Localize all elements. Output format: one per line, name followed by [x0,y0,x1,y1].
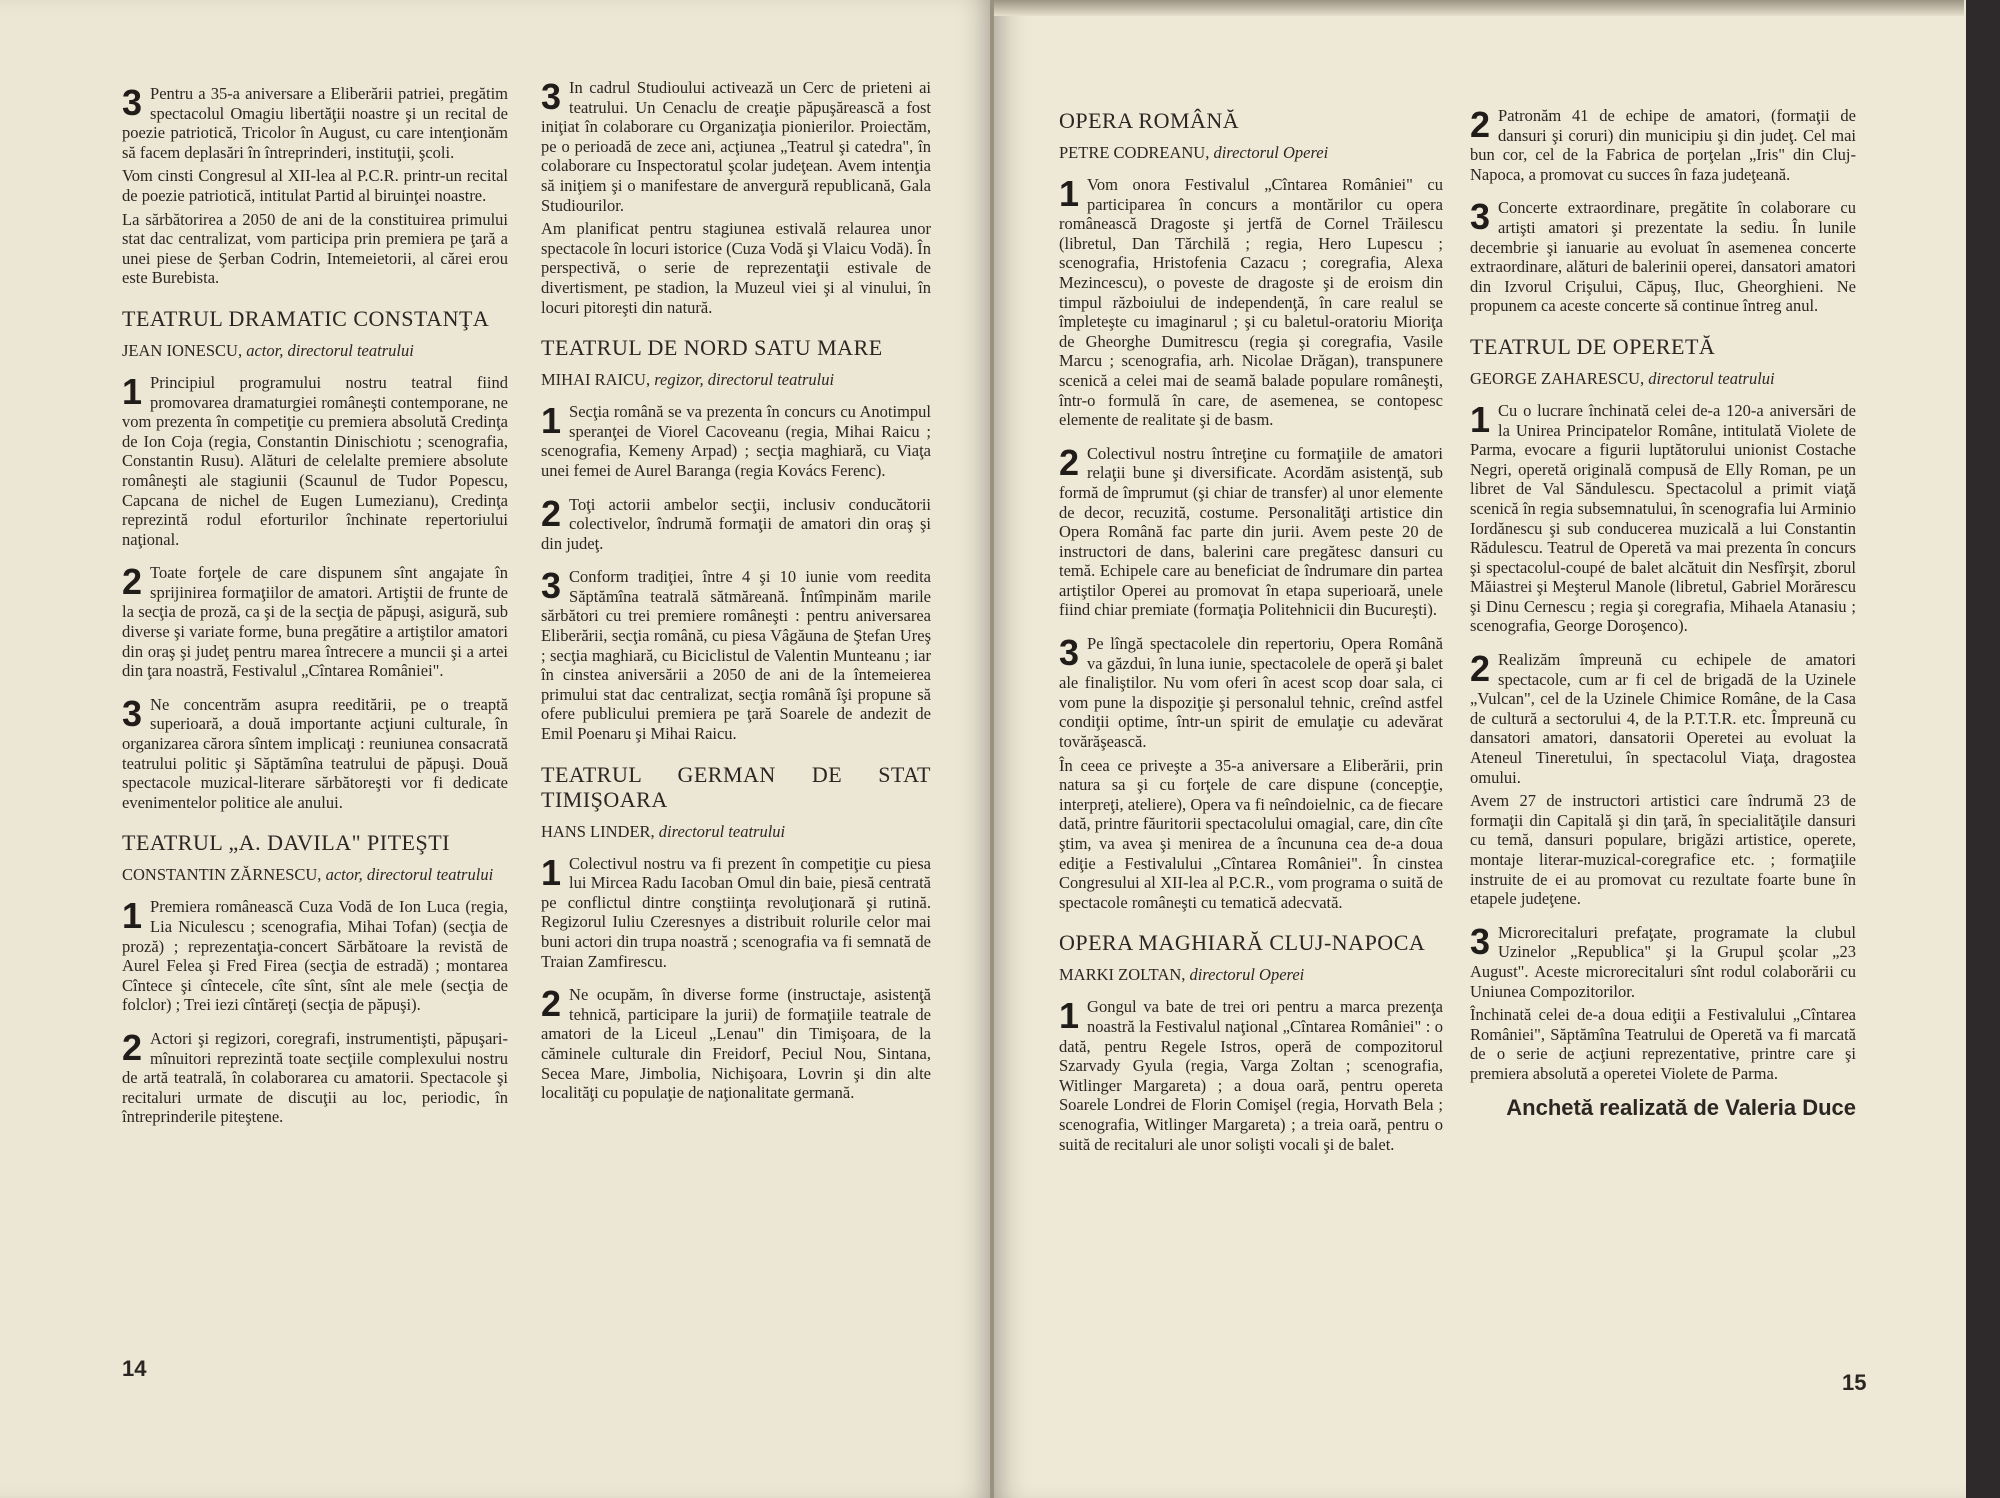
paragraph: Pentru a 35-a aniversare a Eliberării patriei, pregătim spectacolul Omagiu libertăţii noastre şi un recital de poezie patriotică, Tricolor în August, cu care intenţionăm să facem deplasări în întreprinderi, instituţii, şcoli. [122,84,508,162]
paragraph: Vom cinsti Congresul al XII-lea al P.C.R. printr-un recital de poezie patriotică, intitulat Partid al biruinţei noastre. [122,166,508,205]
list-item [1059,997,1443,1154]
page-number: 15 [1842,1370,1867,1395]
item-number: 3 [1470,196,1491,238]
paragraph: Am planificat pentru stagiunea estivală relaurea unor spectacole în locuri istorice (Cuza Vodă şi Vlaicu Vodă). În perspectivă, o serie de reprezentaţii estivale de divertisment, pe stadion, la Muzeul viei şi al vinului, în locuri pitoreşti din natură. [541,219,931,317]
item-number: 3 [1470,920,1491,962]
list-item [541,851,931,972]
section-title: OPERA MAGHIARĂ CLUJ-NAPOCA [1059,930,1426,956]
author-role: actor, directorul teatrului [325,865,494,885]
left-col-1 [122,84,508,1141]
list-item [1059,634,1443,912]
author-name: GEORGE ZAHARESCU, [1470,368,1645,388]
paragraph: Realizăm împreună cu echipele de amatori spectacole, cum ar fi cel de brigadă de la Uzinele „Vulcan", cel de la Uzinele Chimice Române, de la Casa de cultură a sectorului 4, de la P.T.T.R. etc. Împreună cu dansatori amatori, dansatorii Operetei au evoluat la Ateneul Tineretului, în spectacolul Viaţa, dragostea omului. [1470,650,1856,787]
author-role: directorul teatrului [658,821,786,841]
list-item [1470,398,1856,636]
left-page [0,0,992,1498]
section-title: TEATRUL DE OPERETĂ [1470,333,1716,359]
author-name: CONSTANTIN ZĂRNESCU, [122,865,322,885]
list-item [122,1026,508,1127]
page-number: 14 [122,1356,147,1381]
paragraph: La sărbătorirea a 2050 de ani de la constituirea primului stat dac centralizat, vom participa prin premiera pe ţară a unei piese de Şerban Codrin, Intemeietorii, al cărei erou este Burebista. [122,209,508,288]
section-title: TEATRUL „A. DAVILA" PITEŞTI [122,830,450,856]
item-number: 2 [541,492,562,534]
item-number: 2 [122,1026,143,1068]
list-item [541,985,931,1103]
section-title: TEATRUL GERMAN DE STAT TIMIŞOARA [541,761,931,812]
author-credit: Anchetă realizată de Valeria Duce [1506,1094,1856,1120]
paragraph: Ne ocupăm, în diverse forme (instructaje, asistenţă tehnică, participare la jurii) de formaţiile teatrale de amatori de la Liceul „Lenau" din Timişoara, de la căminele culturale din Freidorf, Peciul Nou, Sintana, Secea Mare, Jimbolia, Nichişoara, Lovrin şi din alte localităţi cu populaţie de naţionalitate germană. [541,985,931,1103]
section-title: TEATRUL DRAMATIC CONSTANŢA [122,305,490,331]
page-top-edge [994,0,1964,16]
paragraph: Avem 27 de instructori artistici care îndrumă 23 de formaţii din Capitală şi din ţară, în specialităţile dansuri cu temă, dansuri populare, brigăzi artistice, operete, montaje literar-muzical-coregrafice etc. ; formaţiile instruite de ei au promovat cu rezultate foarte bune în etapele judeţene. [1470,791,1856,909]
paragraph: Concerte extraordinare, pregătite în colaborare cu artişti amatori şi prezentate la sediu. În lunile decembrie şi ianuarie au evoluat în asemenea concerte extraordinare, alături de balerinii operei, dansatori amatori din Izvorul Crişului, Căpuş, Iluc, Gheorghieni. Ne propunem ca aceste concerte să continue întreg anul. [1470,198,1856,316]
right-page [994,0,1966,1498]
paragraph: Actori şi regizori, coregrafi, instrumentişti, păpuşari-mînuitori reprezintă toate secţiile complexului nostru de artă teatrală, în colaborarea cu amatorii. Spectacole şi recitaluri urmate de discuţii au loc, periodic, în întreprinderile piteştene. [122,1028,508,1127]
item-number: 2 [541,983,562,1025]
list-item [122,692,508,813]
paragraph: Gongul va bate de trei ori pentru a marca prezenţa noastră la Festivalul naţional „Cîntarea României" : o dată, pentru Regele Istros, operă de compozitorul Szarvady Gyula (regia, Varga Zoltan ; scenografia, Witlinger Margareta) ; a doua oară, pentru opereta Soarele Londrei de Florin Comişel (regia, Horvath Bela ; scenografia, Witlinger Margareta) ; a treia oară, pentru o suită de recitaluri ale unor solişti vocali şi de balet. [1059,997,1443,1154]
byline [1059,143,1443,163]
author-name: MIHAI RAICU, [541,370,651,390]
item-number: 1 [122,895,143,937]
item-number: 1 [1470,398,1491,440]
author-role: actor, directorul teatrului [246,340,414,360]
paragraph: Patronăm 41 de echipe de amatori, (formaţii de dansuri şi coruri) din municipiu şi din judeţ. Cel mai bun cor, cel de la Fabrica de porţelan „Iris" din Cluj-Napoca, a promovat cu succes în faza judeţeană. [1470,106,1856,184]
list-item [541,567,931,743]
list-item [1059,441,1443,620]
right-col-1 [1059,108,1443,1168]
item-number: 2 [1059,441,1080,483]
byline [1470,369,1856,389]
paragraph: Toate forţele de care dispunem sînt angajate în sprijinirea formaţiilor de amatori. Artiştii de frunte de la secţia de proză, ca şi de la secţia de păpuşi, asigură, sub diverse şi variate forme, buna pregătire a artiştilor amatori din oraş şi judeţ pentru marea întrecere a muncii şi a artei din ţara noastră, Festivalul „Cîntarea României". [122,563,508,681]
paragraph: Principiul programului nostru teatral fiind promovarea dramaturgiei româneşti contemporane, ne vom prezenta în competiţie cu premiera absolută Credinţa de Ion Coja (regia, Constantin Dinischiotu ; scenografia, Constantin Rusu). Alături de celelalte premiere absolute româneşti ale stagiunii (Scaunul de Tudor Popescu, Capcana de nichel de Eugen Lumezianu), Credinţa reprezintă rodul eforturilor închinate repertoriului naţional. [122,372,508,549]
list-item [1470,920,1856,1084]
author-name: PETRE CODREANU, [1059,143,1210,162]
item-number: 3 [1059,632,1080,674]
list-item [541,402,931,480]
paragraph: Premiera românească Cuza Vodă de Ion Luca (regia, Lia Niculescu ; scenografia, Mihai Tofan) (secţia de proză) ; reprezentaţia-concert Sărbătoare la revistă de Aurel Felea şi Fred Firea (secţia de estradă) ; montarea Cîntece şi cîntecele, cîte sînt, sînt ale mele (secţia de folclor) ; Trei iezi cîntăreţi (secţia de păpuşi). [122,897,508,1015]
byline [122,865,508,885]
list-item [1470,650,1856,909]
byline [1059,965,1443,985]
item-number: 2 [122,561,143,603]
author-role: regizor, directorul teatrului [654,370,835,390]
item-number: 1 [1059,995,1080,1037]
item-number: 3 [122,692,143,734]
paragraph: Colectivul nostru va fi prezent în competiţie cu piesa lui Mircea Radu Iacoban Omul din baie, piesă centrată pe conflictul dintre conştiinţa revoluţionară şi rutină. Regizorul Iuliu Czeresnyes a distribuit rolurile celor mai buni actori din trupa noastră ; scenografia va fi semnată de Traian Zamfirescu. [541,853,931,971]
byline [541,822,931,842]
author-role: directorul Operei [1213,143,1329,162]
paragraph: Pe lîngă spectacolele din repertoriu, Opera Română va găzdui, în luna iunie, spectacolele de operă şi balet ale finaliştilor. Nu vom oferi în acest scop doar sala, ci vom pune la dispoziţie şi personalul tehnic, creînd astfel condiţii optime, într-un spirit de emulaţie cu adevărat tovărăşească. [1059,634,1443,752]
item-number: 1 [541,400,562,442]
list-item [1059,175,1443,430]
paragraph: Cu o lucrare închinată celei de-a 120-a aniversări de la Unirea Principatelor Române, intitulată Violete de Parma, evocare a figurii luptătorului unionist Costache Negri, operetă originală compusă de Elly Roman, pe un libret de Val Săndulescu. Spectacolul a primit viaţă scenică în regia subsemnatului, în scenografia lui Arminio Iordănescu şi sub conducerea muzicală a lui Constantin Rădulescu. Teatrul de Operetă va mai prezenta în concurs şi spectacolul-coupé de balet alcătuit din Nesfîrşit, zborul Măiastrei şi Meşterul Manole (libretul, Gabriel Morărescu şi Dinu Cernescu ; regia şi coregrafia, Mihaela Atanasiu ; scenografia, George Doroşenco). [1470,400,1856,636]
item-number: 3 [541,565,562,607]
paragraph: În ceea ce priveşte a 35-a aniversare a Eliberării, prin natura sa şi cu forţele de care dispune (concepţie, interpreţi, ateliere), Opera va fi neîndoielnic, ca de fiecare dată, printre făuritorii spectacolului omagial, care, din cîte ştim, va avea şi menirea de a încununa cea de-a doua ediţie a Festivalului „Cîntarea României". În cinstea Congresului al XII-lea al P.C.R., vom programa o suită de spectacole româneşti cu tematică adecvată. [1059,755,1443,912]
paragraph: Vom onora Festivalul „Cîntarea României" cu participarea în concurs a montărilor cu opera românească Dragoste şi jertfă de Cornel Trăilescu (libretul, Dan Tărchilă ; regia, Hero Lupescu ; scenografia, Hristofenia Cazacu ; coregrafia, Alexa Mezincescu), o poveste de dragoste şi de eroism din timpul războiului de independenţă, în care realul se împleteşte cu imaginarul ; şi cu baletul-oratoriu Mioriţa de Gheorghe Dumitrescu (regia şi coregrafia, Vasile Marcu ; scenografia, arh. Nicolae Drăgan), transpunere scenică a celei mai de seamă balade populare româneşti, într-o formulă în care, de asemenea, se contopesc elemente de realitate şi de basm. [1059,175,1443,430]
paragraph: Toţi actorii ambelor secţii, inclusiv conducătorii colectivelor, îndrumă formaţii de amatori din oraş şi din judeţ. [541,494,931,553]
paragraph: Microrecitaluri prefaţate, programate la clubul Uzinelor „Republica" şi la Grupul şcolar „23 August". Aceste microrecitaluri sînt rodul colaborării cu Uniunea Compozitorilor. [1470,922,1856,1001]
list-item [122,84,508,288]
list-item [122,563,508,681]
item-number: 1 [541,851,562,893]
list-item [122,370,508,549]
item-number: 2 [1470,648,1491,690]
paragraph: In cadrul Studioului activează un Cerc de prieteni ai teatrului. Un Cenaclu de creaţie păpuşărească a fost iniţiat în colaborare cu Organizaţia pionierilor. Proiectăm, pe o perioadă de zece ani, acţiunea „Teatrul şi catedra", în colaborare cu Inspectoratul şcolar judeţean. Avem intenţia să iniţiem şi o manifestare de anvergură republicană, Gala Studiourilor. [541,78,931,215]
left-col-2 [541,78,931,1117]
list-item [541,492,931,554]
book-edge [1966,0,2000,1498]
byline [122,341,508,361]
paragraph: Conform tradiţiei, între 4 şi 10 iunie vom reedita Săptămîna teatrală sătmăreană. Întîmpinăm marile sărbători cu trei premiere româneşti : pentru aniversarea Eliberării, secţia română, cu piesa Vâgăuna de Ştefan Ureş ; secţia maghiară, cu Biciclistul de Valentin Munteanu ; iar în cinstea aniversării a 2050 de ani de la întemeierea primului stat dac centralizat, secţia română îşi propune să ofere publicului premiera pe ţară Soarele de andezit de Emil Poenaru şi Mihai Raicu. [541,567,931,744]
section-title: TEATRUL DE NORD SATU MARE [541,335,883,361]
byline [541,370,931,390]
author-name: JEAN IONESCU, [122,340,243,360]
list-item [541,78,931,317]
item-number: 1 [122,370,143,412]
item-number: 3 [122,82,143,123]
author-role: directorul teatrului [1648,368,1775,388]
author-name: HANS LINDER, [541,821,655,841]
section-title: OPERA ROMÂNĂ [1059,108,1240,133]
author-name: MARKI ZOLTAN, [1059,965,1186,985]
item-number: 1 [1059,173,1080,214]
author-role: directorul Operei [1189,965,1305,985]
list-item [1470,198,1856,316]
paragraph: Ne concentrăm asupra reeditării, pe o treaptă superioară, a două importante acţiuni culturale, în organizarea cărora sîntem implicaţi : reuniunea consacrată teatrului politic şi Săptămîna teatrului de păpuşi. Două spectacole muzical-literare sărbătoreşti vor fi dedicate evenimentelor politice ale anului. [122,694,508,812]
paragraph: Colectivul nostru întreţine cu formaţiile de amatori relaţii bune şi diversificate. Acordăm asistenţă, sub formă de împrumut (şi chiar de transfer) al unor elemente de decor, recuzită, costume. Personalităţi artistice din Opera Română fac parte din jurii. Avem peste 20 de instructori de dans, balerini care pregătesc dansuri cu temă. Echipele care au beneficiat de îndrumare din partea artiştilor Operei au promovat în etapa superioară, unele fiind chiar premiate (formaţia Politehnicii din Bucureşti). [1059,443,1443,620]
list-item [1470,106,1856,184]
item-number: 2 [1470,104,1491,145]
paragraph: Secţia română se va prezenta în concurs cu Anotimpul speranţei de Viorel Cacoveanu (regia, Mihai Raicu ; scenografia, Kemeny Arpad) ; secţia maghiară, cu Viaţa unei femei de Aurel Baranga (regia Kovács Ferenc). [541,402,931,480]
item-number: 3 [541,76,562,117]
list-item [122,897,508,1015]
right-col-2 [1470,104,1856,1120]
paragraph: Închinată celei de-a doua ediţii a Festivalului „Cîntarea României", Săptămîna Teatrului de Operetă va fi marcată de o serie de acţiuni reprezentative, printre care şi premiera absolută a operetei Violete de Parma. [1470,1005,1856,1083]
